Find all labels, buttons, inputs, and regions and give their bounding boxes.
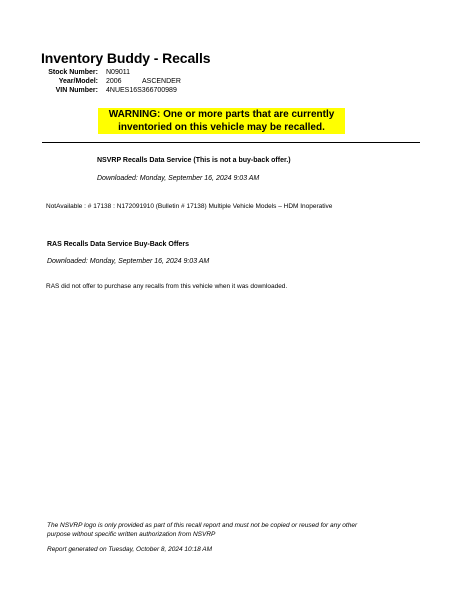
disclaimer-line-1: The NSVRP logo is only provided as part of this recall report and must not be copied or reused for any other bbox=[47, 522, 358, 529]
warning-line-1: WARNING: One or more parts that are currently bbox=[108, 109, 335, 120]
nsvrp-downloaded-date: Downloaded: Monday, September 16, 2024 9:03 AM bbox=[97, 175, 260, 182]
recall-warning-banner bbox=[98, 108, 345, 134]
ras-downloaded-date: Downloaded: Monday, September 16, 2024 9:03 AM bbox=[47, 258, 210, 265]
ras-section-title: RAS Recalls Data Service Buy-Back Offers bbox=[47, 241, 190, 248]
report-generated-date: Report generated on Tuesday, October 8, 2024 10:18 AM bbox=[47, 546, 213, 553]
nsvrp-logo-disclaimer bbox=[47, 521, 357, 539]
page-title: Inventory Buddy - Recalls bbox=[41, 50, 211, 66]
disclaimer-line-2: purpose without specific written authorization from NSVRP bbox=[47, 531, 216, 538]
section-divider bbox=[42, 142, 420, 143]
stock-number-label: Stock Number: bbox=[48, 69, 98, 76]
warning-line-2: inventoried on this vehicle may be recalled. bbox=[118, 121, 325, 133]
model-value: ASCENDER bbox=[142, 78, 181, 85]
stock-number-value: N09011 bbox=[106, 69, 131, 76]
vin-number-label: VIN Number: bbox=[55, 87, 98, 94]
nsvrp-section-title: NSVRP Recalls Data Service (This is not a buy-back offer.) bbox=[97, 157, 291, 164]
vin-number-value: 4NUES16S366700989 bbox=[106, 87, 177, 94]
nsvrp-recall-item: NotAvailable : # 17138 : N172091910 (Bulletin # 17138) Multiple Vehicle Models – HDM Inoperative bbox=[46, 203, 333, 210]
year-model-label: Year/Model: bbox=[58, 78, 98, 85]
year-value: 2006 bbox=[106, 78, 122, 85]
ras-message: RAS did not offer to purchase any recalls from this vehicle when it was downloaded. bbox=[46, 283, 288, 290]
